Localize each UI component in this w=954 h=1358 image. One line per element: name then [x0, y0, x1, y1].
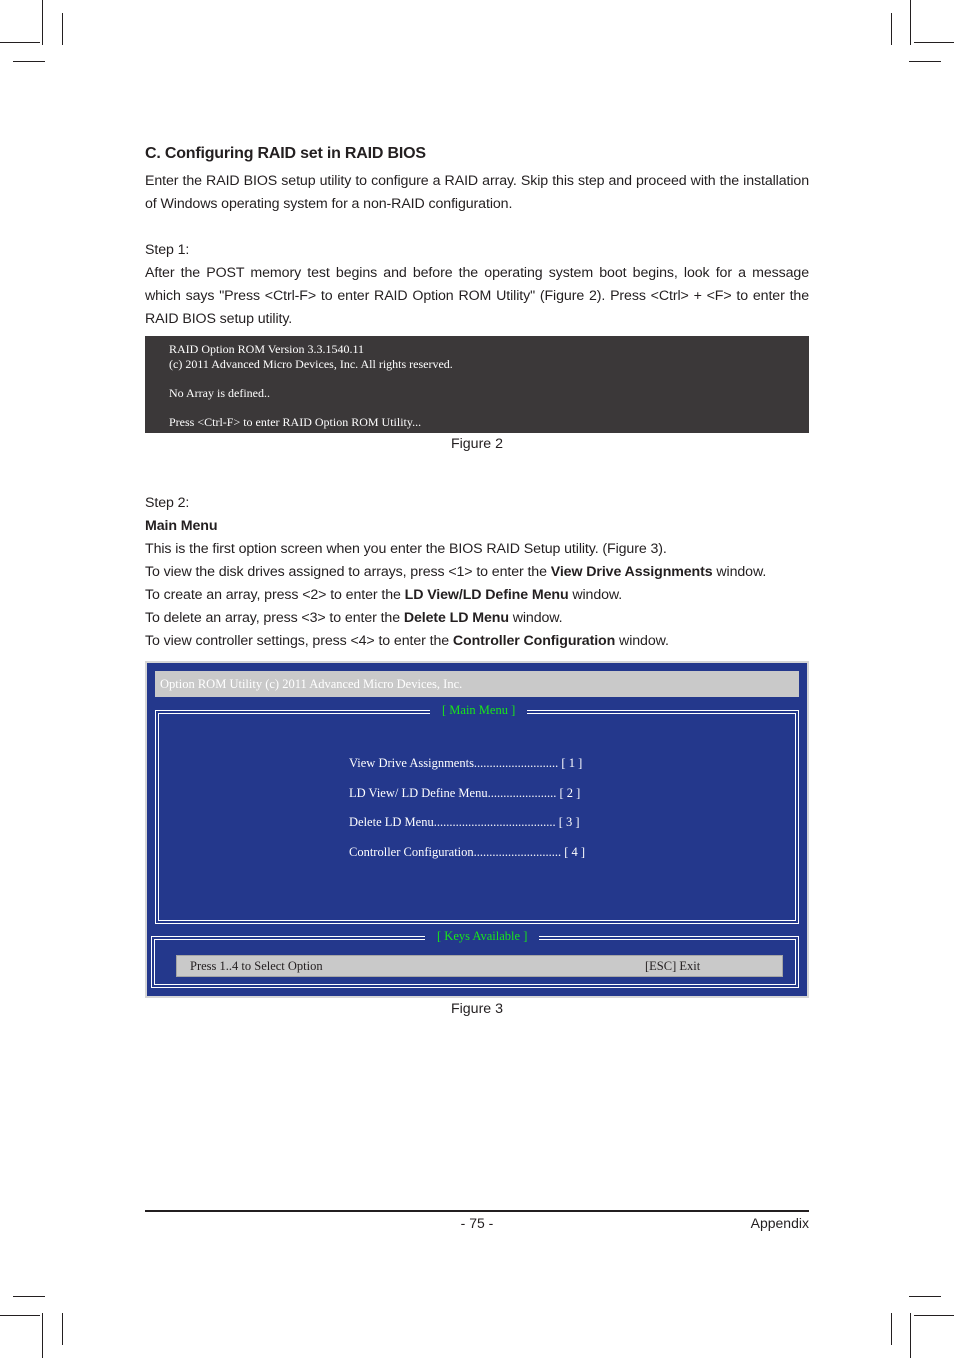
section-heading: C. Configuring RAID set in RAID BIOS — [145, 145, 426, 162]
figure2-caption: Figure 2 — [450, 436, 504, 452]
crop-mark — [891, 13, 892, 45]
step2-line4: To delete an array, press <3> to enter the Delete LD Menu window. — [145, 610, 563, 626]
keys-available-frame — [151, 929, 799, 988]
page-number: - 75 - — [460, 1215, 494, 1231]
step1-text: After the POST memory test begins and before the operating system boot begins, look for a message which says "Press <Ctrl-F> to enter RAID Option ROM Utility" (Figure 2). Press <Ctrl> + <F> to enter the RAID BIOS setup utility. — [145, 265, 809, 327]
crop-mark — [910, 1313, 911, 1358]
page-content — [145, 143, 809, 1018]
step2-line2: To view the disk drives assigned to arrays, press <1> to enter the View Drive Assignments window. — [145, 564, 767, 580]
crop-mark — [13, 61, 45, 62]
step1-label: Step 1: — [145, 242, 190, 258]
main-menu-label: [ Main Menu ] — [430, 703, 527, 718]
esc-exit-hint: [ESC] Exit — [645, 959, 701, 973]
crop-mark — [0, 1315, 40, 1316]
figure3-caption: Figure 3 — [450, 1001, 504, 1017]
keys-available-label: [ Keys Available ] — [425, 929, 539, 944]
press-ctrl-f-line: Press <Ctrl-F> to enter RAID Option ROM Utility... — [169, 414, 422, 429]
utility-title-bar: Option ROM Utility (c) 2011 Advanced Micro Devices, Inc. — [155, 671, 799, 697]
menu-item-ld-view-define[interactable]: LD View/ LD Define Menu...................... [ 2 ] — [349, 785, 581, 800]
intro-paragraph: Enter the RAID BIOS setup utility to configure a RAID array. Skip this step and proceed with the installation of Windows operating system for a non-RAID configuration. — [145, 173, 809, 212]
crop-mark — [0, 42, 40, 43]
menu-item-delete-ld[interactable]: Delete LD Menu....................................... [ 3 ] — [349, 815, 580, 829]
crop-mark — [62, 13, 63, 45]
main-menu-subheading: Main Menu — [145, 518, 218, 534]
crop-mark — [891, 1313, 892, 1345]
footer-rule — [145, 1210, 809, 1212]
menu-item-controller-configuration[interactable]: Controller Configuration............................ [ 4 ] — [349, 844, 586, 859]
main-menu-frame — [155, 703, 799, 924]
select-option-hint: Press 1..4 to Select Option — [190, 959, 323, 973]
menu-item-view-drive-assignments[interactable]: View Drive Assignments........................... [ 1 ] — [349, 756, 583, 770]
rom-version-line: RAID Option ROM Version 3.3.1540.11 — [169, 342, 365, 356]
step2-line5: To view controller settings, press <4> to enter the Controller Configuration window. — [145, 633, 669, 649]
footer-section-label: Appendix — [750, 1215, 809, 1231]
crop-mark — [909, 1296, 941, 1297]
crop-mark — [42, 1313, 43, 1358]
crop-mark — [42, 0, 43, 45]
crop-mark — [13, 1296, 45, 1297]
main-menu-list — [349, 756, 585, 874]
step2-label: Step 2: — [145, 495, 190, 511]
figure3-option-rom-utility — [145, 661, 809, 998]
step2-line3: To create an array, press <2> to enter the LD View/LD Define Menu window. — [145, 587, 623, 603]
crop-mark — [910, 0, 911, 45]
figure2-post-screen — [145, 336, 809, 433]
no-array-line: No Array is defined.. — [169, 385, 270, 400]
crop-mark — [909, 61, 941, 62]
copyright-line: (c) 2011 Advanced Micro Devices, Inc. All rights reserved. — [169, 356, 453, 371]
crop-mark — [62, 1313, 63, 1345]
key-hint-bar — [176, 955, 783, 977]
crop-mark — [914, 42, 954, 43]
step2-line1: This is the first option screen when you enter the BIOS RAID Setup utility. (Figure 3). — [145, 541, 667, 557]
crop-mark — [914, 1315, 954, 1316]
